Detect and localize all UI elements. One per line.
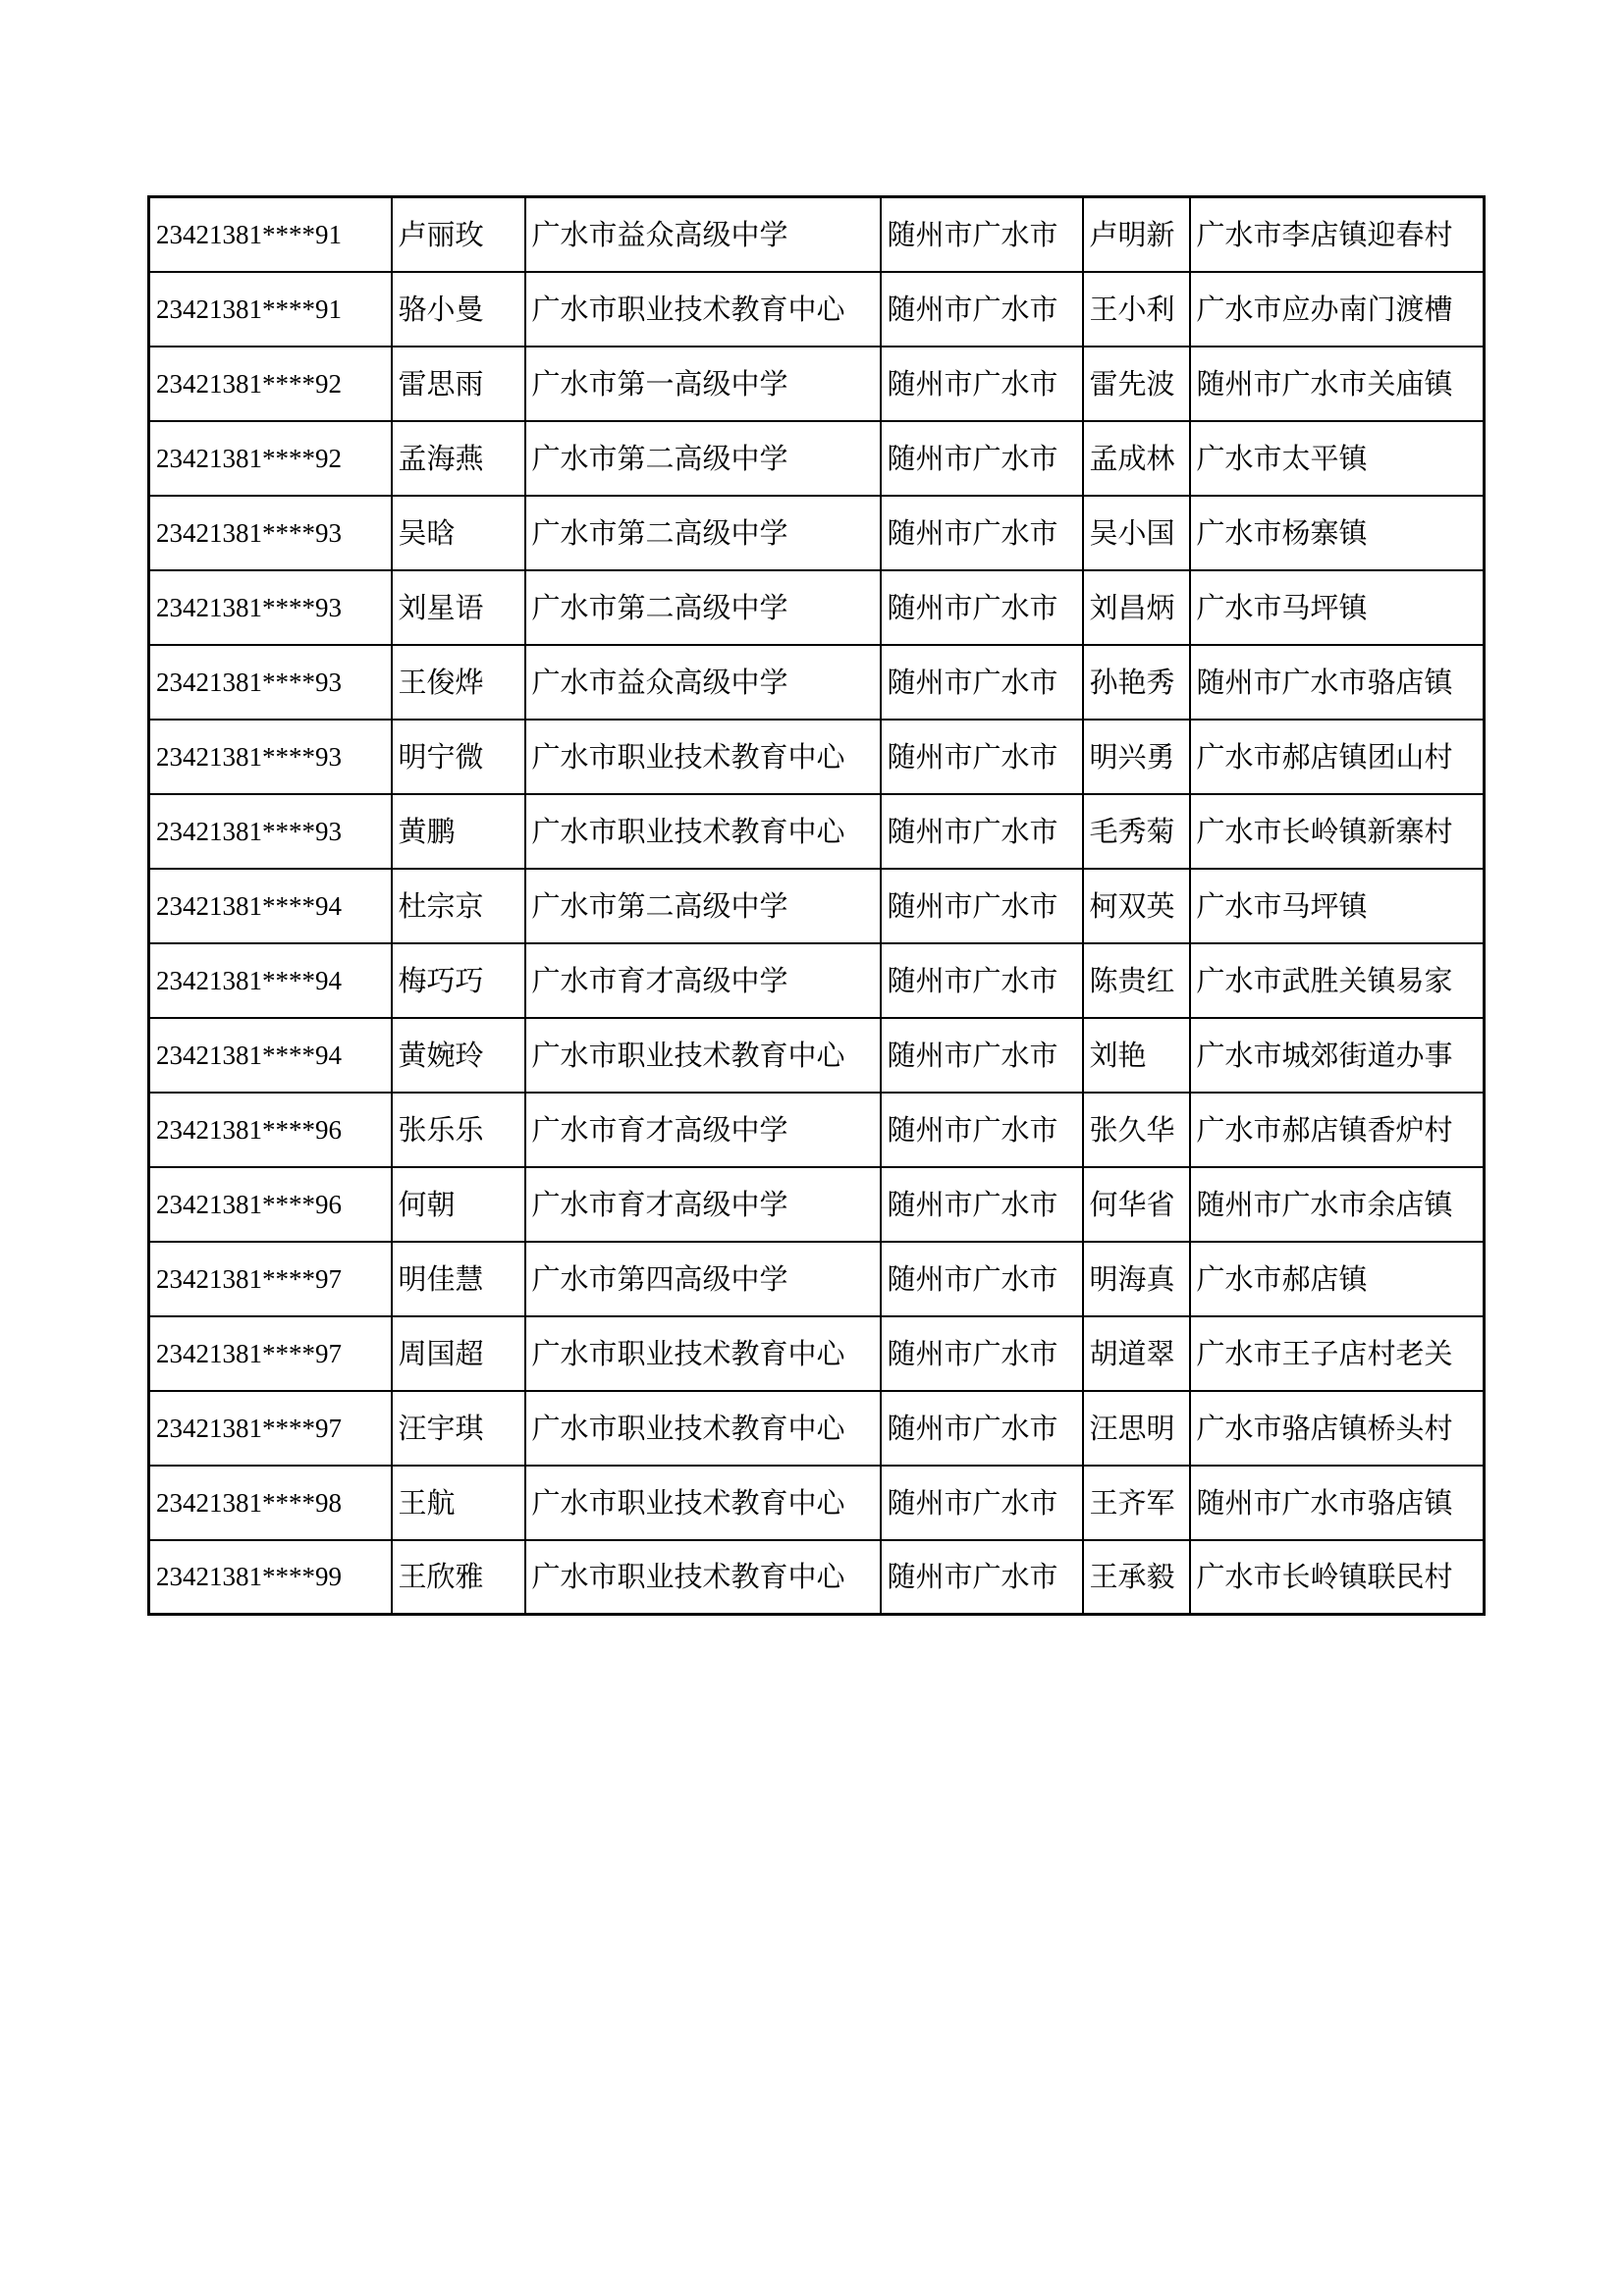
cell-address: 广水市李店镇迎春村 [1190,197,1485,272]
cell-student-name: 梅巧巧 [392,943,525,1018]
cell-address: 随州市广水市骆店镇 [1190,1466,1485,1540]
cell-school: 广水市职业技术教育中心 [525,272,881,347]
cell-region: 随州市广水市 [881,943,1083,1018]
table-row [149,272,1485,347]
cell-id: 23421381****98 [149,1466,392,1540]
cell-student-name: 雷思雨 [392,347,525,421]
cell-guardian-name: 王承毅 [1083,1540,1190,1615]
cell-student-name: 黄鹏 [392,794,525,869]
table-row [149,1018,1485,1093]
cell-guardian-name: 汪思明 [1083,1391,1190,1466]
cell-guardian-name: 明海真 [1083,1242,1190,1316]
cell-student-name: 汪宇琪 [392,1391,525,1466]
table-row [149,347,1485,421]
cell-school: 广水市职业技术教育中心 [525,720,881,794]
cell-id: 23421381****91 [149,272,392,347]
cell-region: 随州市广水市 [881,1093,1083,1167]
cell-region: 随州市广水市 [881,794,1083,869]
cell-guardian-name: 吴小国 [1083,496,1190,570]
table-row [149,496,1485,570]
cell-region: 随州市广水市 [881,869,1083,943]
student-table [147,195,1486,1616]
cell-school: 广水市第二高级中学 [525,570,881,645]
cell-student-name: 何朝 [392,1167,525,1242]
cell-guardian-name: 孟成林 [1083,421,1190,496]
cell-student-name: 卢丽玫 [392,197,525,272]
cell-id: 23421381****93 [149,645,392,720]
cell-school: 广水市职业技术教育中心 [525,1540,881,1615]
cell-guardian-name: 明兴勇 [1083,720,1190,794]
cell-guardian-name: 雷先波 [1083,347,1190,421]
cell-address: 广水市郝店镇香炉村 [1190,1093,1485,1167]
cell-region: 随州市广水市 [881,1018,1083,1093]
cell-guardian-name: 胡道翠 [1083,1316,1190,1391]
cell-region: 随州市广水市 [881,1242,1083,1316]
cell-guardian-name: 柯双英 [1083,869,1190,943]
cell-id: 23421381****92 [149,421,392,496]
cell-address: 广水市郝店镇团山村 [1190,720,1485,794]
cell-school: 广水市育才高级中学 [525,943,881,1018]
cell-address: 广水市杨寨镇 [1190,496,1485,570]
table-row [149,1540,1485,1615]
table-row [149,720,1485,794]
table-row [149,1167,1485,1242]
cell-guardian-name: 张久华 [1083,1093,1190,1167]
table-row [149,197,1485,272]
cell-school: 广水市育才高级中学 [525,1167,881,1242]
cell-region: 随州市广水市 [881,645,1083,720]
cell-id: 23421381****94 [149,943,392,1018]
cell-id: 23421381****92 [149,347,392,421]
cell-student-name: 黄婉玲 [392,1018,525,1093]
cell-school: 广水市第一高级中学 [525,347,881,421]
cell-student-name: 杜宗京 [392,869,525,943]
cell-region: 随州市广水市 [881,347,1083,421]
cell-id: 23421381****96 [149,1093,392,1167]
cell-region: 随州市广水市 [881,1316,1083,1391]
cell-region: 随州市广水市 [881,421,1083,496]
cell-region: 随州市广水市 [881,570,1083,645]
cell-id: 23421381****99 [149,1540,392,1615]
cell-student-name: 骆小曼 [392,272,525,347]
table-row [149,1466,1485,1540]
cell-student-name: 刘星语 [392,570,525,645]
table-row [149,794,1485,869]
cell-student-name: 王欣雅 [392,1540,525,1615]
table-row [149,943,1485,1018]
cell-address: 随州市广水市关庙镇 [1190,347,1485,421]
cell-address: 广水市马坪镇 [1190,570,1485,645]
cell-id: 23421381****94 [149,869,392,943]
cell-school: 广水市育才高级中学 [525,1093,881,1167]
cell-region: 随州市广水市 [881,1167,1083,1242]
cell-id: 23421381****97 [149,1242,392,1316]
table-row [149,570,1485,645]
cell-address: 广水市郝店镇 [1190,1242,1485,1316]
cell-school: 广水市第二高级中学 [525,869,881,943]
cell-id: 23421381****93 [149,570,392,645]
cell-region: 随州市广水市 [881,1540,1083,1615]
cell-guardian-name: 刘昌炳 [1083,570,1190,645]
table-body [149,197,1485,1615]
table-row [149,421,1485,496]
cell-address: 广水市应办南门渡槽 [1190,272,1485,347]
cell-student-name: 周国超 [392,1316,525,1391]
cell-student-name: 吴晗 [392,496,525,570]
cell-school: 广水市职业技术教育中心 [525,1466,881,1540]
cell-school: 广水市第二高级中学 [525,496,881,570]
cell-school: 广水市职业技术教育中心 [525,1316,881,1391]
cell-student-name: 王俊烨 [392,645,525,720]
cell-region: 随州市广水市 [881,720,1083,794]
cell-school: 广水市第四高级中学 [525,1242,881,1316]
cell-region: 随州市广水市 [881,1466,1083,1540]
cell-guardian-name: 陈贵红 [1083,943,1190,1018]
cell-guardian-name: 孙艳秀 [1083,645,1190,720]
cell-school: 广水市职业技术教育中心 [525,1018,881,1093]
cell-student-name: 孟海燕 [392,421,525,496]
cell-id: 23421381****93 [149,496,392,570]
cell-school: 广水市益众高级中学 [525,197,881,272]
cell-student-name: 王航 [392,1466,525,1540]
cell-student-name: 明宁微 [392,720,525,794]
cell-student-name: 明佳慧 [392,1242,525,1316]
cell-guardian-name: 何华省 [1083,1167,1190,1242]
cell-address: 随州市广水市余店镇 [1190,1167,1485,1242]
table-row [149,869,1485,943]
cell-id: 23421381****97 [149,1316,392,1391]
cell-region: 随州市广水市 [881,272,1083,347]
cell-guardian-name: 卢明新 [1083,197,1190,272]
cell-guardian-name: 王小利 [1083,272,1190,347]
cell-id: 23421381****93 [149,794,392,869]
cell-address: 广水市王子店村老关 [1190,1316,1485,1391]
cell-school: 广水市职业技术教育中心 [525,794,881,869]
cell-address: 广水市城郊街道办事 [1190,1018,1485,1093]
cell-region: 随州市广水市 [881,496,1083,570]
cell-address: 广水市长岭镇新寨村 [1190,794,1485,869]
table-row [149,1093,1485,1167]
cell-student-name: 张乐乐 [392,1093,525,1167]
cell-address: 广水市武胜关镇易家 [1190,943,1485,1018]
cell-guardian-name: 刘艳 [1083,1018,1190,1093]
cell-address: 随州市广水市骆店镇 [1190,645,1485,720]
cell-school: 广水市职业技术教育中心 [525,1391,881,1466]
table-row [149,1316,1485,1391]
cell-region: 随州市广水市 [881,1391,1083,1466]
cell-school: 广水市第二高级中学 [525,421,881,496]
cell-id: 23421381****91 [149,197,392,272]
cell-address: 广水市马坪镇 [1190,869,1485,943]
cell-guardian-name: 毛秀菊 [1083,794,1190,869]
table-row [149,1391,1485,1466]
cell-id: 23421381****94 [149,1018,392,1093]
cell-school: 广水市益众高级中学 [525,645,881,720]
cell-address: 广水市长岭镇联民村 [1190,1540,1485,1615]
table-row [149,1242,1485,1316]
cell-guardian-name: 王齐军 [1083,1466,1190,1540]
cell-id: 23421381****93 [149,720,392,794]
cell-address: 广水市骆店镇桥头村 [1190,1391,1485,1466]
cell-region: 随州市广水市 [881,197,1083,272]
cell-address: 广水市太平镇 [1190,421,1485,496]
cell-id: 23421381****96 [149,1167,392,1242]
cell-id: 23421381****97 [149,1391,392,1466]
table-row [149,645,1485,720]
